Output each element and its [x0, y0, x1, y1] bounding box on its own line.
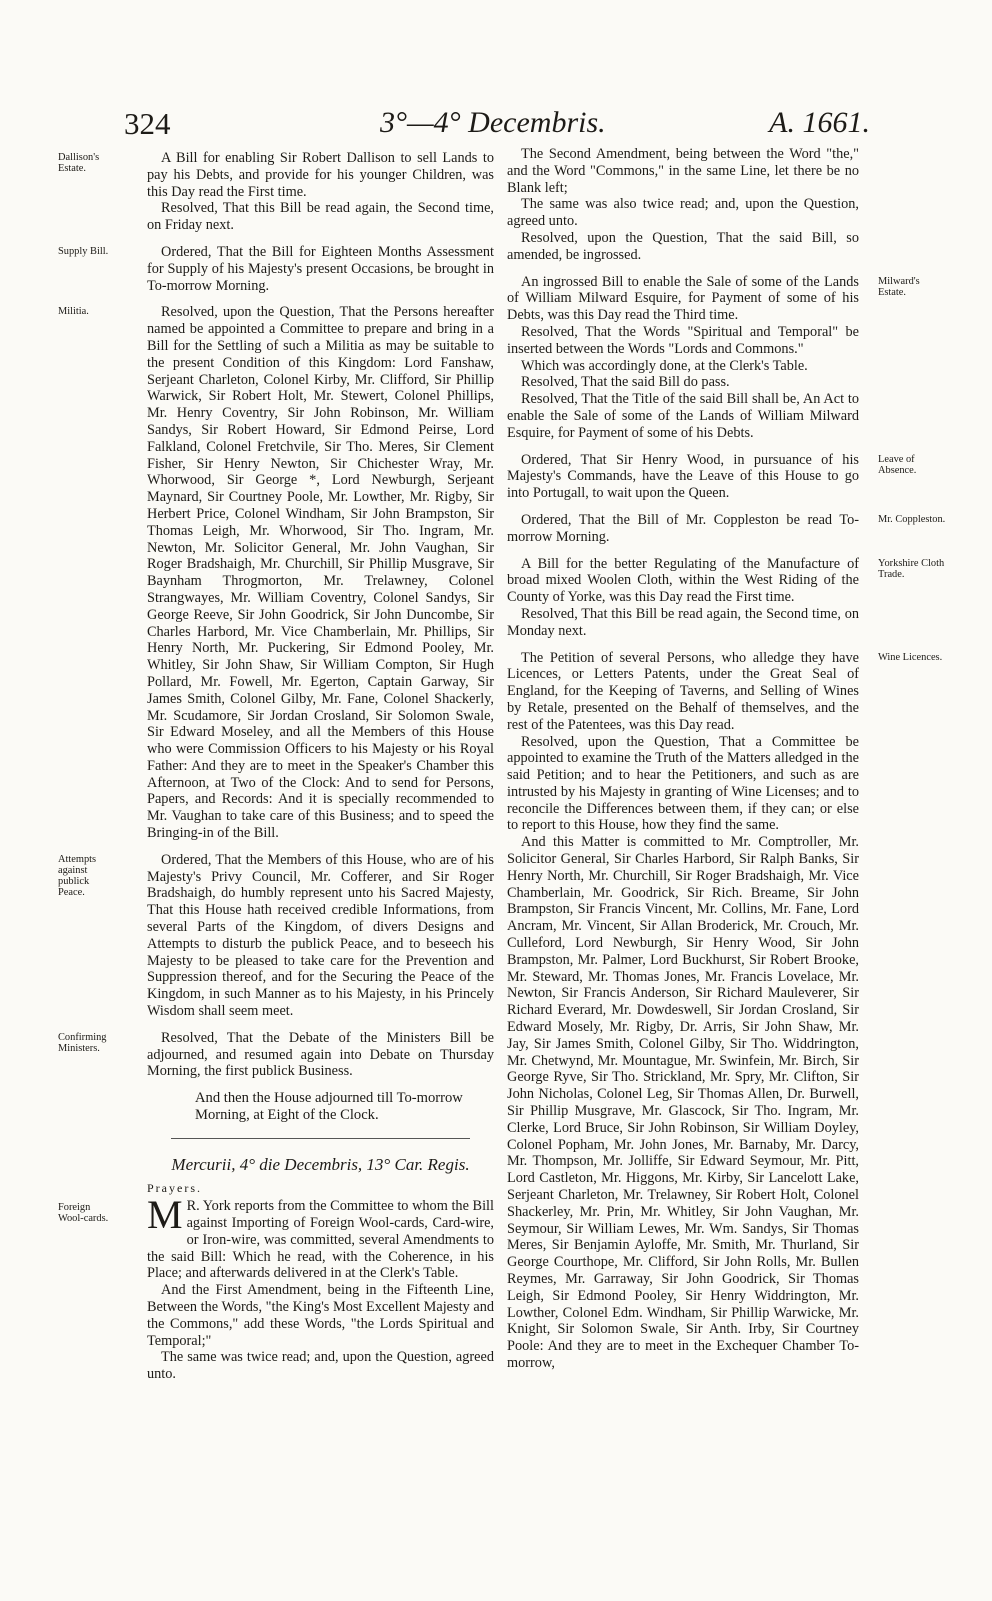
session-title: Mercurii, 4° die Decembris, 13° Car. Regis.	[171, 1155, 470, 1175]
journal-entry	[507, 649, 943, 1372]
entry-paragraph: Resolved, That the said Bill do pass.	[521, 374, 730, 391]
entry-paragraph: The Second Amendment, being between the Word "the," and the Word "Commons," in the same Line, let there be no Blank left;	[507, 146, 859, 196]
marginal-note: Wine Licences.	[878, 651, 943, 663]
marginal-note: Mr. Coppleston.	[878, 513, 946, 525]
marginal-note: Attempts against publick Peace.	[58, 853, 97, 898]
drop-capital: M	[147, 1192, 183, 1238]
entry-paragraph: The same was also twice read; and, upon the Question, agreed unto.	[507, 196, 859, 230]
journal-entry	[507, 146, 859, 264]
entry-paragraph: Resolved, That the Words "Spiritual and Temporal" be inserted between the Words "Lords and Commons."	[507, 323, 859, 357]
journal-entry	[58, 1029, 494, 1080]
journal-entry	[507, 451, 917, 502]
marginal-note: Militia.	[58, 306, 89, 318]
entry-paragraph: Resolved, That this Bill be read again, the Second time, on Monday next.	[507, 605, 859, 639]
entry-paragraph: Resolved, That the Title of the said Bill shall be, An Act to enable the Sale of some of the Lands of William Milward Esquire, for Payment of some of his Debts.	[507, 391, 859, 441]
entry-paragraph: Ordered, That the Bill for Eighteen Months Assessment for Supply of his Majesty's present Occasions, be brought in To-morrow Morning.	[147, 243, 494, 294]
entry-paragraph: A Bill for the better Regulating of the Manufacture of broad mixed Woolen Cloth, within the West Riding of the County of Yorke, was this Day read the First time.	[507, 555, 859, 606]
journal-entry	[58, 304, 494, 842]
left-column	[58, 150, 494, 1383]
entry-paragraph: A Bill for enabling Sir Robert Dallison to sell Lands to pay his Debts, and provide for his younger Children, was this Day read the First time.	[147, 150, 494, 200]
section-divider	[171, 1138, 470, 1139]
agreement-paragraph: The same was twice read; and, upon the Question, agreed unto.	[147, 1349, 494, 1383]
right-column	[507, 146, 946, 1382]
amendment-paragraph: And the First Amendment, being in the Fifteenth Line, Between the Words, "the King's Most Excellent Majesty and the Commons," add these Words, "the Lords Spiritual and Temporal;"	[147, 1282, 494, 1349]
entry-paragraph: Ordered, That the Bill of Mr. Coppleston be read To-morrow Morning.	[507, 511, 859, 545]
entry-paragraph: An ingrossed Bill to enable the Sale of some of the Lands of William Milward Esquire, for Payment of some of his Debts, was this Day read the Third time.	[507, 273, 859, 324]
marginal-note: Confirming Ministers.	[58, 1031, 107, 1054]
entry-paragraph: Resolved, upon the Question, That a Committee be appointed to examine the Truth of the Matters alledged in the said Petition; and to hear the Petitioners, and such as are intrusted by his Majesty in granting of Wine Licenses; and to reconcile the Differences between them, if they can; or else to report to this House, how they find the same.	[507, 733, 859, 834]
marginal-note: Leave of Absence.	[878, 453, 917, 476]
marginal-note: Yorkshire Cloth Trade.	[878, 557, 945, 580]
entry-paragraph: Resolved, upon the Question, That the Persons hereafter named be appointed a Committee to prepare and bring in a Bill for the Settling of such a Militia as may be suitable to the present Condition of this Kingdom: Lord Fanshaw, Serjeant Charleton, Colonel Kirby, Mr. Clifford, Sir Phillip Warwick, Sir Robert Holt, Mr. Stewert, Colonel Phillips, Mr. Henry Coventry, Sir John Robinson, Mr. William Sandys, Sir Robert Howard, Sir Edmond Peirse, Lord Falkland, Colonel Fretchvile, Sir Tho. Meres, Sir Clement Fisher, Sir Henry Newton, Sir Chichester Wray, Mr. Whorwood, Sir George *, Lord Newburgh, Serjeant Maynard, Sir Courtney Poole, Mr. Lowther, Mr. Rigby, Sir Herbert Price, Colonel Windham, Sir John Brampston, Sir Thomas Leigh, Mr. Whorwood, Sir Tho. Ingram, Mr. Newton, Mr. Solicitor General, Mr. John Vaughan, Sir Roger Bradshaigh, Mr. Churchill, Sir Phillip Musgrave, Sir Baynham Throgmorton, Mr. Trelawney, Colonel Strangwayes, Mr. William Coventry, Colonel Sandys, Sir George Reeve, Sir John Goodrick, Sir John Duncombe, Sir Charles Harbord, Mr. Vice Chamberlain, Mr. Phillips, Sir Henry North, Mr. Puckering, Sir Edmond Pooley, Mr. Whitley, Sir John Shaw, Sir William Compton, Sir Hugh Pollard, Mr. Fowell, Mr. Egerton, Captain Garway, Sir James Smith, Colonel Gilby, Mr. Fane, Colonel Shackerly, Mr. Scudamore, Sir Jordan Crosland, Sir Solomon Swale, Sir Edward Moseley, and all the Members of this House who were Commission Officers to his Majesty or his Royal Father: And they are to meet in the Speaker's Chamber this Afternoon, at Two of the Clock: And to send for Persons, Papers, and Records: And it is specially recommended to Mr. Vaughan to take care of this Business; and to speed the Bringing-in of the Bill.	[147, 304, 494, 842]
journal-entry	[507, 555, 945, 640]
york-report-paragraph	[147, 1192, 494, 1282]
entry-paragraph: Resolved, That this Bill be read again, the Second time, on Friday next.	[147, 200, 494, 234]
entry-paragraph: And this Matter is committed to Mr. Comptroller, Mr. Solicitor General, Sir Charles Harbord, Sir Ralph Banks, Sir Henry North, Mr. Churchill, Sir Roger Bradshaigh, Mr. Vice Chamberlain, Mr. Goodrick, Sir Rich. Breame, Sir John Brampston, Sir Francis Vincent, Mr. Collins, Mr. Fane, Lord Ancram, Mr. Vincent, Sir Allan Broderick, Mr. Crouch, Mr. Culleford, Lord Newburgh, Sir Henry Wood, Sir John Brampston, Mr. Palmer, Lord Buckhurst, Sir Robert Brooke, Mr. Steward, Mr. Thomas Jones, Mr. Francis Lovelace, Mr. Newton, Sir Francis Anderson, Sir Richard Mauleverer, Sir Richard Everard, Mr. Dowdeswell, Sir Jordan Crosland, Sir Edward Mosely, Mr. Rigby, Dr. Arris, Sir John Shaw, Mr. Jay, Sir James Smith, Colonel Gilby, Sir Tho. Widdrington, Mr. Chetwynd, Mr. Mountague, Mr. Swinfein, Mr. Birch, Sir George Ryve, Sir Tho. Strickland, Mr. Spry, Mr. Clifton, Sir John Nicholas, Colonel Leg, Sir Thomas Allen, Dr. Burwell, Sir Phillip Musgrave, Mr. Glascock, Sir Tho. Ingram, Mr. Clerke, Lord Bruce, Sir John Robinson, Sir William Doyley, Colonel Popham, Mr. John Jones, Mr. Barnaby, Mr. Darcy, Mr. Thompson, Mr. Jolliffe, Sir Edward Seymour, Mr. Pitt, Lord Castleton, Mr. Higgons, Mr. Kirby, Sir Lancelott Lake, Serjeant Charleton, Mr. Trelawney, Sir Robert Holt, Colonel Shackerley, Mr. Prin, Mr. Whitley, Sir John Vaughan, Mr. Seymour, Sir William Lewes, Mr. Wm. Sandys, Sir Thomas Meres, Sir Benjamin Ayloffe, Mr. Smith, Mr. Thurland, Sir George Courthope, Mr. Clifford, Sir John Rolls, Mr. Bullen Reymes, Mr. Garraway, Sir John Goodrick, Sir Thomas Leigh, Sir Edmond Pooley, Sir Henry Widdrington, Mr. Lowther, Colonel Edm. Windham, Sir Phillip Warwicke, Mr. Knight, Sir Solomon Swale, Sir Anth. Irby, Sir Courtney Poole: And they are to meet in the Exchequer Chamber To-morrow,	[507, 834, 859, 1371]
entry-paragraph: Resolved, upon the Question, That the said Bill, so amended, be ingrossed.	[507, 229, 859, 263]
entry-paragraph: Resolved, That the Debate of the Ministers Bill be adjourned, and resumed again into Debate on Thursday Morning, the first publick Business.	[147, 1029, 494, 1080]
marginal-note: Foreign Wool-cards.	[58, 1202, 109, 1225]
page-header	[110, 106, 870, 146]
entry-paragraph: Ordered, That Sir Henry Wood, in pursuance of his Majesty's Commands, have the Leave of this House to go into Portugall, to wait upon the Queen.	[507, 451, 859, 502]
prayers-heading: Prayers.	[147, 1181, 202, 1196]
entry-paragraph: The Petition of several Persons, who alledge they have Licences, or Letters Patents, under the Great Seal of England, for the Keeping of Taverns, and Selling of Wines by Retale, presented on the Behalf of themselves, and the rest of the Patentees, was this Day read.	[507, 649, 859, 733]
marginal-note: Milward's Estate.	[878, 275, 920, 298]
york-report-text: R. York reports from the Committee to whom the Bill against Importing of Foreign Wool-cards, Card-wire, or Iron-wire, was committed, several Amendments to the said Bill: Which he read, with the Coherence, in his Place; and afterwards delivered in at the Clerk's Table.	[147, 1198, 494, 1282]
marginal-note: Supply Bill.	[58, 245, 109, 257]
marginal-note: Dallison's Estate.	[58, 152, 100, 174]
journal-entry	[58, 851, 494, 1020]
entry-paragraph: Which was accordingly done, at the Clerk's Table.	[521, 357, 808, 374]
entry-paragraph: Ordered, That the Members of this House, who are of his Majesty's Privy Council, Mr. Cofferer, and Sir Roger Bradshaigh, do humbly represent unto his Sacred Majesty, That this House hath received credible Informations, from several Parts of the Kingdom, of divers Designs and Attempts to disturb the publick Peace, and to beseech his Majesty to be pleased to take care for the Prevention and Suppression thereof, and for the Securing the Peace of the Kingdom, in such Manner as to his Majesty, in his Princely Wisdom shall seem meet.	[147, 851, 494, 1020]
year-heading: A. 1661.	[769, 106, 870, 139]
york-report-entry	[58, 1192, 494, 1383]
journal-entry	[58, 150, 494, 234]
journal-entry	[58, 243, 494, 294]
adjournment-note: And then the House adjourned till To-morrow Morning, at Eight of the Clock.	[195, 1090, 463, 1124]
page-number: 324	[124, 106, 171, 141]
running-title: 3°—4° Decembris.	[380, 106, 606, 139]
journal-entry	[507, 273, 920, 442]
journal-entry	[507, 511, 946, 546]
